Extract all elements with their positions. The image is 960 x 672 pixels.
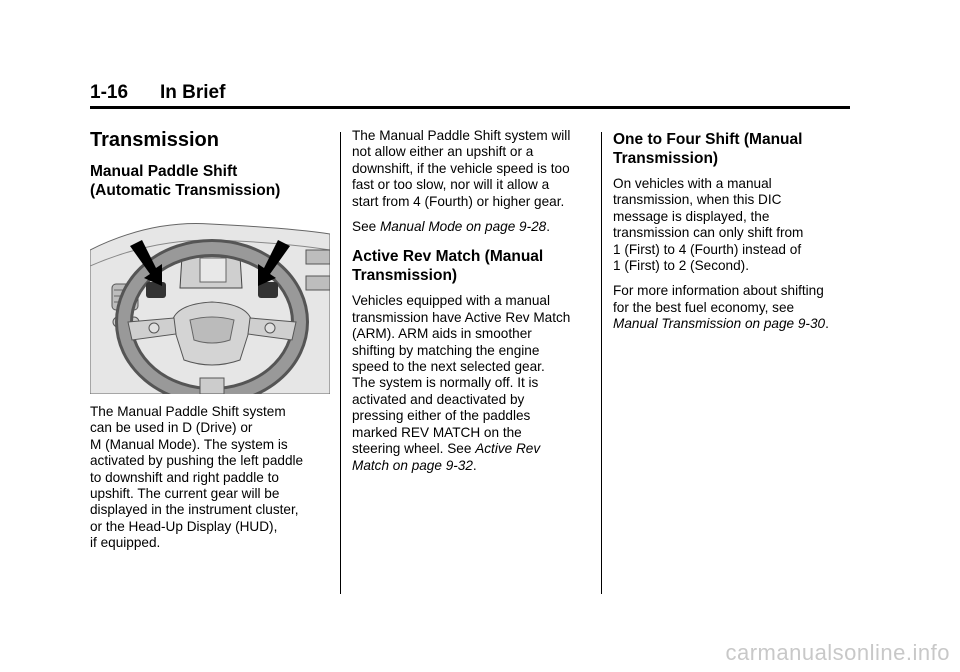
subsection-heading — [352, 247, 592, 285]
text-line: speed to the next selected gear. — [352, 359, 545, 375]
text-line: or the Head-Up Display (HUD), — [90, 518, 278, 534]
text-line: fast or too slow, nor will it allow a — [352, 177, 550, 193]
heading-line: Manual Paddle Shift — [90, 163, 238, 180]
text-line: On vehicles with a manual — [613, 176, 772, 191]
heading-line: One to Four Shift (Manual — [613, 131, 803, 148]
text-line: The Manual Paddle Shift system will — [352, 128, 571, 143]
column-divider — [601, 132, 602, 594]
manual-transmission-reference[interactable]: Manual Transmission on page 9-30 — [613, 316, 826, 332]
paragraph — [613, 283, 853, 332]
column-1 — [90, 128, 330, 561]
text-line: activated by pushing the left paddle — [90, 453, 304, 469]
text-line: The system is normally off. It is — [352, 375, 539, 391]
text-line: transmission have Active Rev Match — [352, 309, 571, 325]
steering-wheel-illustration — [90, 210, 330, 394]
text-line: activated and deactivated by — [352, 391, 525, 407]
heading-line: (Automatic Transmission) — [90, 182, 281, 199]
column-3 — [613, 130, 853, 342]
text-line: downshift, if the vehicle speed is too — [352, 160, 570, 176]
page-number: 1-16 — [90, 82, 129, 103]
text: steering wheel. See — [352, 441, 476, 457]
text-line: marked REV MATCH on the — [352, 424, 522, 440]
text-line: 1 (First) to 2 (Second). — [613, 258, 749, 274]
text-line: Vehicles equipped with a manual — [352, 293, 550, 309]
subsection-heading — [90, 162, 330, 200]
text-line: can be used in D (Drive) or — [90, 420, 253, 436]
text-line: to downshift and right paddle to — [90, 469, 279, 485]
cross-reference-paragraph — [352, 219, 592, 235]
paragraph — [613, 176, 853, 274]
active-rev-match-reference[interactable]: Match on page 9-32 — [352, 457, 473, 473]
text: . — [825, 316, 829, 332]
paragraph — [90, 404, 330, 552]
active-rev-match-reference[interactable]: Active Rev — [475, 441, 541, 457]
heading-line: Transmission) — [352, 267, 458, 285]
watermark: carmanualsonline.info — [725, 640, 950, 665]
paragraph — [352, 128, 592, 210]
text-line: upshift. The current gear will be — [90, 486, 280, 502]
text-line: start from 4 (Fourth) or higher gear. — [352, 193, 565, 209]
text-line: transmission, when this DIC — [613, 192, 782, 208]
paragraph — [352, 293, 592, 473]
heading-line: Transmission) — [613, 150, 719, 167]
heading-line: Active Rev Match (Manual — [352, 248, 544, 266]
text-line: 1 (First) to 4 (Fourth) instead of — [613, 241, 802, 257]
text-line: The Manual Paddle Shift system — [90, 404, 286, 419]
text: . — [472, 457, 477, 473]
text-line: M (Manual Mode). The system is — [90, 436, 288, 452]
page-header — [90, 80, 850, 109]
text-line: if equipped. — [90, 535, 161, 551]
text-line: not allow either an upshift or a — [352, 144, 534, 160]
text-line: message is displayed, the — [613, 208, 770, 224]
steering-wheel-drawing — [90, 210, 330, 394]
text-line: displayed in the instrument cluster, — [90, 502, 299, 518]
text-line: (ARM). ARM aids in smoother — [352, 326, 532, 342]
text: . — [546, 219, 551, 235]
text-line: For more information about shifting — [613, 283, 824, 299]
subsection-heading — [613, 130, 853, 168]
section-title: In Brief — [160, 82, 226, 103]
column-divider — [340, 132, 341, 594]
column-2 — [352, 128, 592, 483]
section-heading: Transmission — [90, 129, 219, 151]
text-line: shifting by matching the engine — [352, 342, 540, 358]
manual-mode-reference[interactable]: Manual Mode on page 9-28 — [379, 219, 547, 235]
text-line: pressing either of the paddles — [352, 408, 531, 424]
text-line: transmission can only shift from — [613, 225, 804, 241]
text-line: for the best fuel economy, see — [613, 299, 795, 315]
text: See — [352, 219, 380, 235]
